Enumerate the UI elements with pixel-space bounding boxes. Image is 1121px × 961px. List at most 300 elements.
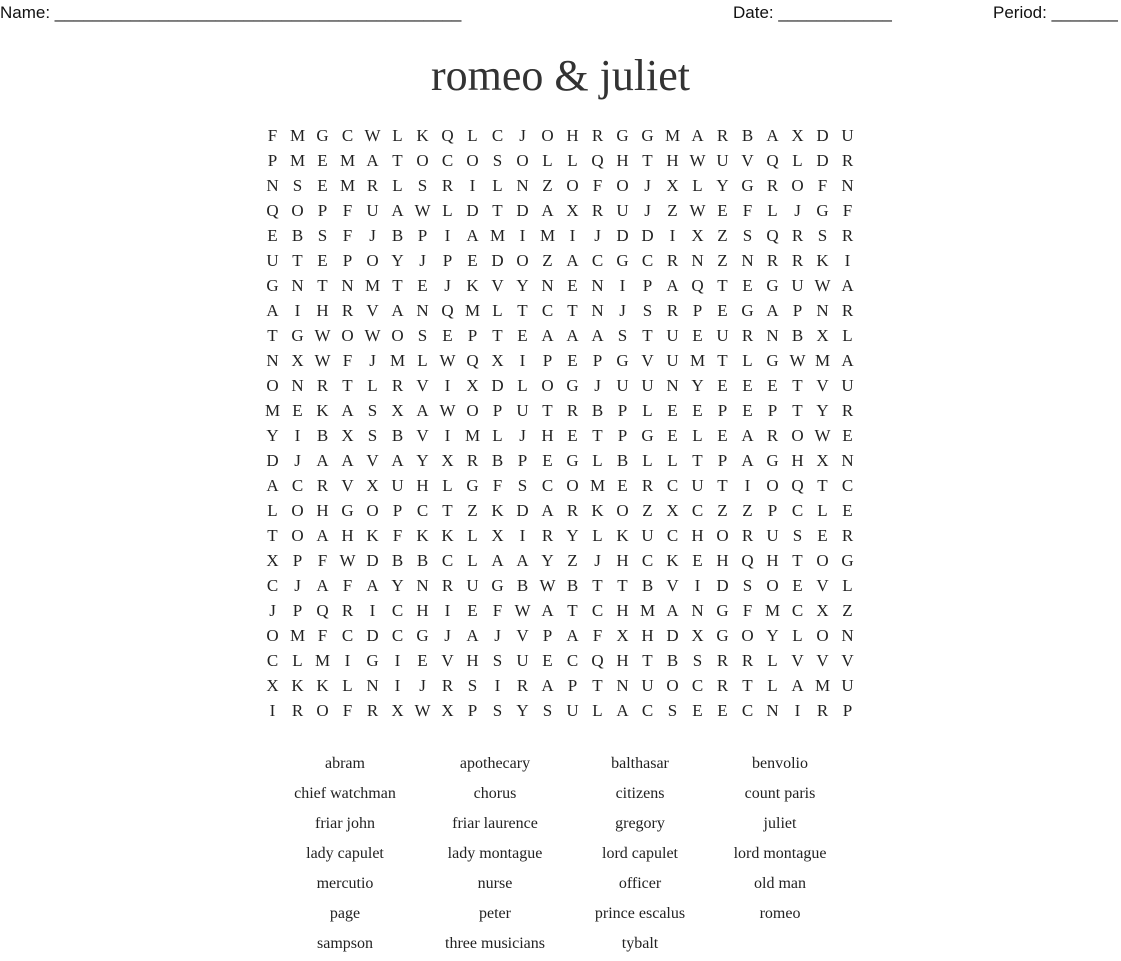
grid-letter: G xyxy=(566,376,579,395)
grid-letter: P xyxy=(467,326,478,345)
grid-letter: S xyxy=(492,651,503,670)
grid-letter: A xyxy=(366,151,379,170)
grid-letter: W xyxy=(814,276,831,295)
grid-letter: R xyxy=(441,576,454,595)
grid-letter: C xyxy=(491,126,504,145)
grid-letter: T xyxy=(817,476,828,495)
grid-letter: R xyxy=(791,251,804,270)
grid-letter: N xyxy=(841,626,854,645)
grid-letter: T xyxy=(792,551,803,570)
grid-letter: C xyxy=(666,476,679,495)
grid-letter: C xyxy=(291,476,304,495)
grid-letter: G xyxy=(741,301,754,320)
grid-letter: G xyxy=(491,576,504,595)
grid-letter: U xyxy=(841,676,854,695)
grid-letter: M xyxy=(539,226,556,245)
grid-row xyxy=(260,223,860,248)
grid-letter: R xyxy=(366,701,379,720)
grid-letter: P xyxy=(717,401,728,420)
grid-letter: G xyxy=(766,351,779,370)
grid-letter: L xyxy=(442,201,453,220)
word-list-item: count paris xyxy=(744,785,816,802)
grid-letter: N xyxy=(841,451,854,470)
grid-letter: A xyxy=(541,676,554,695)
grid-letter: K xyxy=(591,501,604,520)
grid-letter: R xyxy=(741,526,754,545)
grid-letter: U xyxy=(516,651,529,670)
grid-letter: C xyxy=(341,626,354,645)
grid-letter: G xyxy=(641,426,654,445)
grid-letter: Y xyxy=(416,451,429,470)
grid-letter: X xyxy=(491,526,504,545)
grid-row xyxy=(260,523,860,548)
grid-letter: O xyxy=(616,176,629,195)
grid-letter: O xyxy=(741,626,754,645)
grid-letter: M xyxy=(464,301,481,320)
grid-letter: R xyxy=(341,301,354,320)
grid-letter: F xyxy=(342,351,353,370)
grid-letter: K xyxy=(291,676,304,695)
grid-letter: S xyxy=(667,701,678,720)
grid-letter: L xyxy=(767,201,778,220)
grid-letter: W xyxy=(439,351,456,370)
grid-letter: D xyxy=(491,251,504,270)
grid-letter: A xyxy=(566,326,579,345)
grid-letter: Y xyxy=(716,176,729,195)
grid-letter: G xyxy=(616,126,629,145)
grid-letter: F xyxy=(592,626,603,645)
grid-letter: E xyxy=(567,351,578,370)
grid-letter: X xyxy=(491,351,504,370)
grid-letter: C xyxy=(566,651,579,670)
grid-letter: P xyxy=(717,451,728,470)
grid-letter: H xyxy=(791,451,804,470)
grid-letter: Y xyxy=(691,376,704,395)
grid-letter: A xyxy=(541,201,554,220)
grid-letter: L xyxy=(692,426,703,445)
grid-letter: W xyxy=(539,576,556,595)
grid-letter: L xyxy=(292,651,303,670)
grid-letter: C xyxy=(641,701,654,720)
grid-letter: T xyxy=(292,251,303,270)
grid-letter: T xyxy=(642,651,653,670)
grid-letter: V xyxy=(841,651,854,670)
grid-letter: T xyxy=(567,301,578,320)
grid-letter: U xyxy=(516,401,529,420)
grid-letter: N xyxy=(816,301,829,320)
grid-letter: F xyxy=(342,576,353,595)
grid-letter: T xyxy=(267,326,278,345)
grid-letter: Q xyxy=(266,201,279,220)
grid-letter: P xyxy=(342,251,353,270)
grid-letter: P xyxy=(767,501,778,520)
grid-letter: A xyxy=(541,501,554,520)
grid-letter: Z xyxy=(717,251,728,270)
grid-letter: J xyxy=(644,201,651,220)
grid-letter: B xyxy=(616,451,629,470)
grid-letter: T xyxy=(792,376,803,395)
grid-letter: T xyxy=(717,276,728,295)
grid-letter: C xyxy=(591,251,604,270)
grid-letter: J xyxy=(294,451,301,470)
grid-letter: E xyxy=(742,401,753,420)
word-list-item: lord capulet xyxy=(602,845,678,862)
word-list-item: friar john xyxy=(315,815,375,832)
grid-letter: V xyxy=(741,151,754,170)
grid-letter: G xyxy=(366,651,379,670)
grid-letter: R xyxy=(716,651,729,670)
grid-letter: A xyxy=(391,301,404,320)
grid-letter: V xyxy=(641,351,654,370)
grid-letter: F xyxy=(317,551,328,570)
word-list-item: old man xyxy=(754,875,806,892)
grid-letter: O xyxy=(766,476,779,495)
grid-letter: F xyxy=(342,701,353,720)
grid-letter: Y xyxy=(541,551,554,570)
grid-letter: A xyxy=(266,476,279,495)
grid-letter: E xyxy=(792,576,803,595)
grid-letter: N xyxy=(516,176,529,195)
grid-letter: A xyxy=(666,601,679,620)
grid-letter: C xyxy=(791,601,804,620)
grid-letter: T xyxy=(592,426,603,445)
grid-letter: R xyxy=(316,476,329,495)
grid-letter: A xyxy=(591,326,604,345)
grid-letter: G xyxy=(616,351,629,370)
grid-letter: E xyxy=(717,426,728,445)
grid-letter: D xyxy=(491,376,504,395)
grid-letter: W xyxy=(689,151,706,170)
grid-letter: N xyxy=(616,676,629,695)
grid-letter: Q xyxy=(441,126,454,145)
grid-letter: M xyxy=(589,476,606,495)
grid-letter: L xyxy=(767,676,778,695)
grid-letter: L xyxy=(792,626,803,645)
grid-row xyxy=(260,448,860,473)
grid-letter: I xyxy=(619,276,626,295)
grid-letter: Q xyxy=(466,351,479,370)
grid-letter: I xyxy=(269,701,276,720)
grid-letter: N xyxy=(541,276,554,295)
grid-letter: G xyxy=(466,476,479,495)
grid-letter: I xyxy=(494,676,501,695)
grid-letter: A xyxy=(341,401,354,420)
word-list-item: sampson xyxy=(317,935,373,952)
grid-letter: S xyxy=(642,301,653,320)
grid-letter: P xyxy=(592,351,603,370)
grid-letter: G xyxy=(766,451,779,470)
grid-letter: V xyxy=(816,651,829,670)
grid-letter: V xyxy=(441,651,454,670)
grid-letter: B xyxy=(491,451,504,470)
grid-letter: P xyxy=(442,251,453,270)
grid-letter: I xyxy=(519,226,526,245)
grid-letter: R xyxy=(566,401,579,420)
grid-letter: Y xyxy=(391,251,404,270)
grid-letter: L xyxy=(417,351,428,370)
grid-letter: W xyxy=(789,351,806,370)
grid-letter: H xyxy=(566,126,579,145)
grid-letter: B xyxy=(566,576,579,595)
grid-letter: W xyxy=(314,326,331,345)
grid-letter: T xyxy=(517,301,528,320)
grid-letter: M xyxy=(489,226,506,245)
grid-letter: K xyxy=(316,676,329,695)
grid-letter: A xyxy=(391,451,404,470)
date-field-label: Date: ____________ xyxy=(733,3,892,22)
grid-letter: F xyxy=(267,126,278,145)
grid-letter: E xyxy=(417,276,428,295)
grid-letter: M xyxy=(764,601,781,620)
grid-letter: G xyxy=(566,451,579,470)
grid-letter: U xyxy=(366,201,379,220)
grid-letter: V xyxy=(516,626,529,645)
grid-letter: A xyxy=(616,701,629,720)
grid-letter: M xyxy=(339,151,356,170)
grid-letter: T xyxy=(717,351,728,370)
grid-letter: E xyxy=(667,426,678,445)
grid-letter: E xyxy=(542,651,553,670)
grid-letter: U xyxy=(716,326,729,345)
grid-letter: Y xyxy=(816,401,829,420)
grid-letter: M xyxy=(289,626,306,645)
grid-letter: K xyxy=(441,526,454,545)
grid-letter: O xyxy=(541,376,554,395)
grid-letter: X xyxy=(266,551,279,570)
word-list-item: peter xyxy=(479,905,511,922)
grid-letter: R xyxy=(841,526,854,545)
grid-letter: N xyxy=(741,251,754,270)
grid-letter: B xyxy=(391,226,404,245)
grid-letter: A xyxy=(316,526,329,545)
grid-letter: G xyxy=(316,126,329,145)
grid-letter: P xyxy=(517,451,528,470)
grid-letter: D xyxy=(666,626,679,645)
grid-letter: O xyxy=(666,676,679,695)
grid-letter: T xyxy=(392,151,403,170)
grid-letter: O xyxy=(616,501,629,520)
grid-letter: S xyxy=(692,651,703,670)
grid-letter: M xyxy=(264,401,281,420)
grid-letter: P xyxy=(292,601,303,620)
grid-letter: E xyxy=(692,551,703,570)
grid-letter: R xyxy=(666,301,679,320)
grid-letter: R xyxy=(841,151,854,170)
grid-letter: S xyxy=(792,526,803,545)
grid-letter: Q xyxy=(766,151,779,170)
grid-letter: Y xyxy=(766,626,779,645)
grid-letter: G xyxy=(616,251,629,270)
grid-letter: G xyxy=(741,176,754,195)
grid-letter: A xyxy=(466,626,479,645)
grid-letter: I xyxy=(344,651,351,670)
grid-letter: O xyxy=(791,176,804,195)
grid-letter: N xyxy=(666,376,679,395)
grid-letter: R xyxy=(391,376,404,395)
grid-letter: B xyxy=(316,426,329,445)
grid-letter: N xyxy=(766,701,779,720)
grid-row xyxy=(260,398,860,423)
grid-letter: V xyxy=(416,426,429,445)
grid-letter: C xyxy=(341,126,354,145)
grid-letter: M xyxy=(339,176,356,195)
grid-letter: A xyxy=(416,401,429,420)
grid-letter: Q xyxy=(766,226,779,245)
grid-letter: F xyxy=(492,601,503,620)
grid-letter: R xyxy=(366,176,379,195)
grid-letter: O xyxy=(516,251,529,270)
grid-letter: U xyxy=(641,376,654,395)
grid-letter: B xyxy=(391,426,404,445)
word-search-grid xyxy=(260,123,860,723)
grid-letter: J xyxy=(419,251,426,270)
grid-letter: I xyxy=(694,576,701,595)
grid-letter: D xyxy=(616,226,629,245)
grid-letter: E xyxy=(267,226,278,245)
grid-letter: N xyxy=(291,276,304,295)
word-list-item: romeo xyxy=(759,905,801,922)
grid-letter: L xyxy=(467,526,478,545)
grid-letter: J xyxy=(644,176,651,195)
grid-letter: A xyxy=(341,451,354,470)
grid-letter: J xyxy=(444,276,451,295)
grid-letter: I xyxy=(444,426,451,445)
grid-letter: O xyxy=(541,126,554,145)
grid-letter: I xyxy=(444,601,451,620)
grid-letter: T xyxy=(617,576,628,595)
grid-letter: B xyxy=(666,651,679,670)
grid-letter: I xyxy=(794,701,801,720)
grid-letter: L xyxy=(492,426,503,445)
grid-letter: S xyxy=(492,151,503,170)
grid-letter: N xyxy=(341,276,354,295)
grid-letter: H xyxy=(316,301,329,320)
grid-letter: E xyxy=(717,301,728,320)
grid-letter: L xyxy=(367,376,378,395)
grid-letter: U xyxy=(616,201,629,220)
grid-letter: U xyxy=(666,351,679,370)
grid-letter: C xyxy=(391,601,404,620)
grid-row xyxy=(260,148,860,173)
grid-letter: B xyxy=(291,226,304,245)
grid-letter: V xyxy=(341,476,354,495)
grid-letter: D xyxy=(641,226,654,245)
grid-letter: E xyxy=(717,376,728,395)
grid-letter: C xyxy=(841,476,854,495)
grid-letter: L xyxy=(442,476,453,495)
grid-letter: U xyxy=(766,526,779,545)
grid-letter: K xyxy=(416,126,429,145)
grid-letter: Q xyxy=(591,151,604,170)
grid-letter: P xyxy=(542,626,553,645)
grid-letter: L xyxy=(592,701,603,720)
grid-letter: E xyxy=(692,701,703,720)
grid-letter: L xyxy=(767,651,778,670)
grid-letter: X xyxy=(691,226,704,245)
grid-letter: A xyxy=(741,451,754,470)
grid-letter: O xyxy=(466,401,479,420)
grid-letter: J xyxy=(594,226,601,245)
grid-letter: E xyxy=(742,276,753,295)
grid-letter: I xyxy=(444,226,451,245)
word-list-item: nurse xyxy=(477,875,513,892)
grid-letter: E xyxy=(842,426,853,445)
grid-letter: X xyxy=(691,626,704,645)
grid-letter: L xyxy=(642,401,653,420)
grid-letter: I xyxy=(444,376,451,395)
grid-letter: P xyxy=(542,351,553,370)
grid-letter: O xyxy=(291,501,304,520)
grid-letter: Q xyxy=(591,651,604,670)
grid-letter: R xyxy=(316,376,329,395)
grid-letter: E xyxy=(567,426,578,445)
grid-letter: L xyxy=(392,126,403,145)
grid-letter: S xyxy=(417,326,428,345)
grid-letter: Q xyxy=(741,551,754,570)
grid-letter: T xyxy=(267,526,278,545)
grid-letter: Y xyxy=(516,701,529,720)
grid-letter: F xyxy=(492,476,503,495)
grid-letter: V xyxy=(816,376,829,395)
grid-letter: I xyxy=(469,176,476,195)
grid-letter: C xyxy=(391,626,404,645)
grid-letter: H xyxy=(766,551,779,570)
grid-letter: I xyxy=(394,676,401,695)
grid-letter: E xyxy=(292,401,303,420)
grid-letter: O xyxy=(466,151,479,170)
grid-letter: J xyxy=(594,376,601,395)
grid-letter: H xyxy=(316,501,329,520)
grid-letter: L xyxy=(467,126,478,145)
grid-letter: A xyxy=(691,126,704,145)
grid-letter: Z xyxy=(542,176,553,195)
grid-letter: U xyxy=(716,151,729,170)
grid-row xyxy=(260,323,860,348)
grid-letter: D xyxy=(816,151,829,170)
grid-letter: L xyxy=(517,376,528,395)
grid-letter: Z xyxy=(642,501,653,520)
grid-letter: X xyxy=(666,176,679,195)
grid-letter: X xyxy=(341,426,354,445)
grid-letter: M xyxy=(364,276,381,295)
grid-letter: S xyxy=(742,576,753,595)
grid-letter: L xyxy=(692,176,703,195)
grid-letter: Z xyxy=(742,501,753,520)
grid-letter: Q xyxy=(691,276,704,295)
grid-letter: X xyxy=(566,201,579,220)
grid-letter: M xyxy=(314,651,331,670)
grid-letter: K xyxy=(616,526,629,545)
grid-letter: B xyxy=(591,401,604,420)
grid-letter: R xyxy=(716,126,729,145)
grid-letter: N xyxy=(266,351,279,370)
grid-letter: J xyxy=(444,626,451,645)
grid-letter: Y xyxy=(266,426,279,445)
grid-letter: T xyxy=(492,326,503,345)
grid-letter: S xyxy=(467,676,478,695)
grid-letter: X xyxy=(391,401,404,420)
word-list-item: gregory xyxy=(615,815,665,832)
grid-letter: R xyxy=(466,451,479,470)
grid-letter: U xyxy=(691,476,704,495)
grid-letter: X xyxy=(666,501,679,520)
grid-row xyxy=(260,623,860,648)
grid-letter: S xyxy=(542,701,553,720)
grid-letter: G xyxy=(266,276,279,295)
grid-letter: N xyxy=(591,301,604,320)
grid-letter: E xyxy=(667,401,678,420)
grid-letter: M xyxy=(639,601,656,620)
